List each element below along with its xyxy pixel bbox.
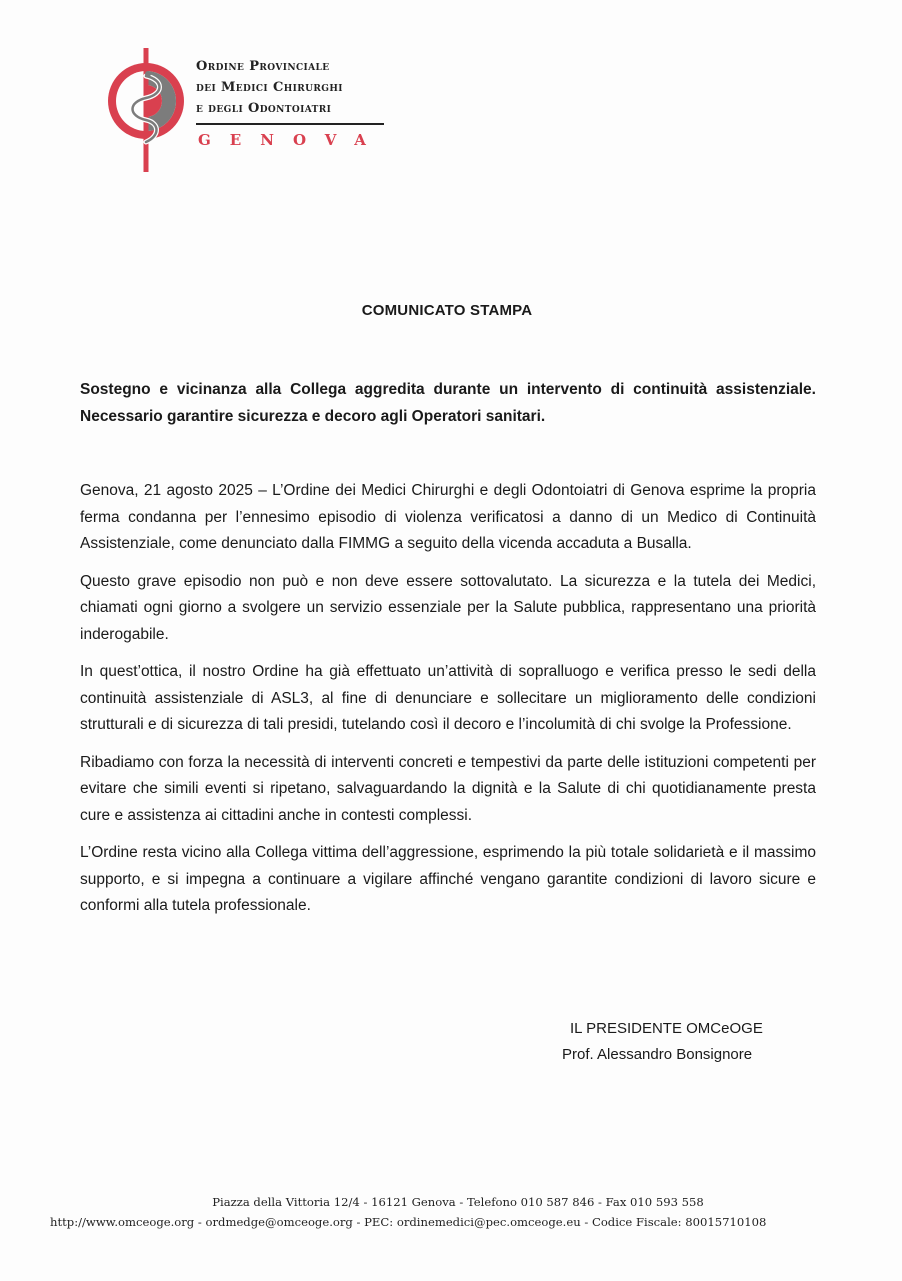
- paragraph: Questo grave episodio non può e non deve essere sottovalutato. La sicurezza e la tutela dei Medici, chiamati ogni giorno a svolgere un servizio essenziale per la Salute pubblica, rappresentano una priorità inderogabile.: [80, 572, 816, 643]
- document-body: [80, 478, 816, 931]
- caduceus-logo-icon: [104, 46, 192, 176]
- paragraph: Ribadiamo con forza la necessità di interventi concreti e tempestivi da parte delle istituzioni competenti per evitare che simili eventi si ripetano, salvaguardando la dignità e la Salute di chi quotidianamente presta cure e assistenza ai cittadini anche in contesti complessi.: [80, 753, 816, 824]
- footer-address: Piazza della Vittoria 12/4 - 16121 Genova - Telefono 010 587 846 - Fax 010 593 558: [212, 1195, 704, 1209]
- org-name-line-3: e degli Odontoiatri: [196, 101, 332, 116]
- footer-contacts: http://www.omceoge.org - ordmedge@omceoge.org - PEC: ordinemedici@pec.omceoge.eu - Codice Fiscale: 80015710108: [50, 1215, 767, 1229]
- paragraph: Genova, 21 agosto 2025 – L’Ordine dei Medici Chirurghi e degli Odontoiatri di Genova esprime la propria ferma condanna per l’ennesimo episodio di violenza verificatosi a danno di un Medico di Continuità Assistenziale, come denunciato dalla FIMMG a seguito della vicenda accaduta a Busalla.: [80, 482, 816, 552]
- org-name-line-1: Ordine Provinciale: [196, 59, 330, 74]
- signature-name: Prof. Alessandro Bonsignore: [562, 1046, 753, 1063]
- footer: [0, 1192, 902, 1232]
- city-name: GENOVA: [198, 131, 385, 149]
- document-heading: COMUNICATO STAMPA: [361, 302, 533, 319]
- logo-divider: [196, 123, 384, 125]
- header-logo: [104, 46, 394, 176]
- paragraph: In quest’ottica, il nostro Ordine ha già effettuato un’attività di sopralluogo e verifica presso le sedi della continuità assistenziale di ASL3, al fine di denunciare e sollecitare un miglioramento delle condizioni strutturali e di sicurezza di tali presidi, tutelando così il decoro e l’incolumità di chi svolge la Professione.: [80, 663, 816, 733]
- signature-block: [562, 1016, 812, 1068]
- paragraph: L’Ordine resta vicino alla Collega vittima dell’aggressione, esprimendo la più totale solidarietà e il massimo supporto, e si impegna a continuare a vigilare affinché vengano garantite condizioni di lavoro sicure e conformi alla tutela professionale.: [80, 844, 816, 914]
- document-subtitle: Sostegno e vicinanza alla Collega aggredita durante un intervento di continuità assistenziale. Necessario garantire sicurezza e decoro agli Operatori sanitari.: [80, 381, 816, 425]
- org-name-line-2: dei Medici Chirurghi: [196, 80, 343, 95]
- organization-name: [196, 56, 396, 149]
- signature-title: IL PRESIDENTE OMCeOGE: [570, 1020, 763, 1037]
